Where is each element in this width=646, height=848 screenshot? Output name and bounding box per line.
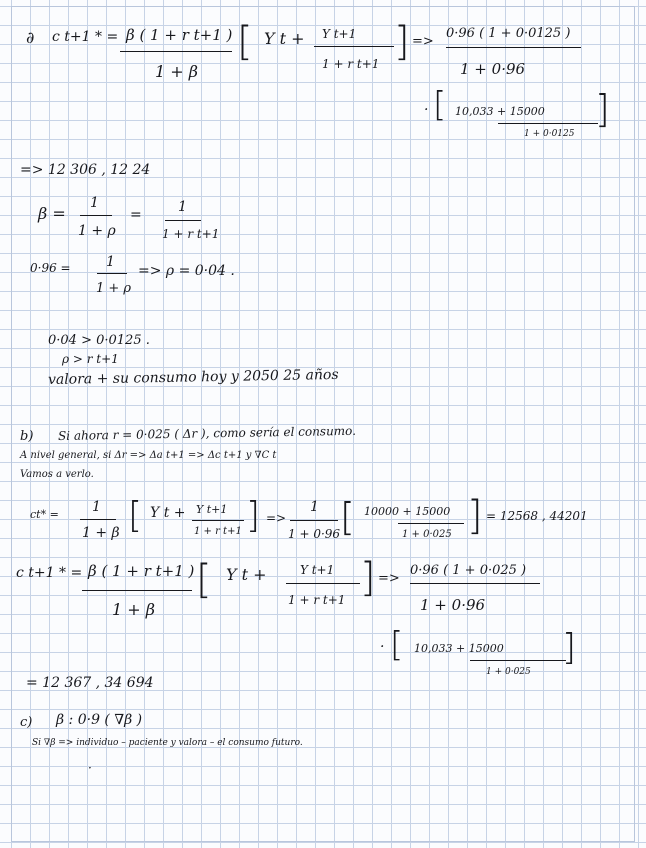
close-bracket: ] (394, 19, 410, 65)
part-b-line-1: Si ahora r = 0·025 ( Δr ), como sería el consumo. (57, 423, 357, 443)
lead-symbol: ∂ (26, 28, 35, 47)
compare-line-1: 0·04 > 0·0125 . (48, 333, 150, 348)
ct1-b-bar (82, 590, 192, 591)
ct-star-b-den: 1 + 0·025 (402, 529, 452, 540)
part-c-text: Si ∇β => individuo – paciente y valora – el consumo futuro. (32, 738, 303, 748)
dot-mult-2: · (380, 639, 385, 655)
ct1-inner-bar (314, 46, 394, 47)
ct-star-close-bracket: ] (246, 495, 261, 536)
conclusion-a: valora + su consumo hoy y 2050 25 años (47, 366, 339, 388)
ct-star-den-1: 1 + β (82, 525, 120, 541)
ct-star-den-2: 1 + 0·96 (288, 527, 341, 541)
beta-bar-2 (165, 220, 201, 221)
rho-den: 1 + ρ (96, 281, 132, 296)
rho-result: => ρ = 0·04 . (138, 263, 235, 279)
ct1-label: c t+1 * = (52, 29, 119, 45)
ct1-b-b-den: 1 + 0·025 (486, 667, 531, 677)
part-b-label: b) (20, 429, 34, 444)
open-bracket: [ (237, 19, 253, 65)
implies-arrow: => (412, 34, 434, 49)
ct-star-num-1: 1 (92, 499, 101, 515)
ct1-b-close-bracket: ] (360, 555, 376, 601)
ct-star-inner-bar (192, 520, 244, 521)
ct1-b-term: Y t + (226, 565, 267, 584)
rb-numerator: 10,033 + 15000 (455, 105, 545, 118)
ct-star-inner-den: 1 + r t+1 (194, 526, 242, 537)
beta-den-1: 1 + ρ (78, 223, 116, 239)
beta-num-1: 1 (90, 195, 99, 211)
ct-star-open-bracket: [ (128, 495, 143, 536)
part-b-line-2: A nivel general, si Δr => Δa t+1 => Δc t+1 y ∇C t (20, 450, 277, 461)
part-c-equation: β : 0·9 ( ∇β ) (56, 712, 143, 728)
ct1-fraction-numerator: β ( 1 + r t+1 ) (126, 26, 233, 44)
compare-line-2: ρ > r t+1 (62, 352, 119, 366)
part-c-label: c) (20, 715, 33, 730)
ct1-fraction-denominator: 1 + β (155, 62, 199, 81)
ct1-fraction-bar (120, 51, 232, 52)
stray-dot: · (88, 761, 92, 775)
ct1-inner-denominator: 1 + r t+1 (322, 57, 380, 71)
ct1-b-b-bar (470, 660, 566, 661)
result-denominator: 1 + 0·96 (460, 60, 526, 78)
ct-star-bar-2 (290, 520, 338, 521)
ct1-b-result-bar (410, 583, 540, 584)
beta-den-2: 1 + r t+1 (162, 227, 220, 241)
ct1-b-open-bracket-2: [ (390, 625, 404, 665)
result-bar (446, 47, 581, 48)
ct1-b-inner-num: Y t+1 (300, 563, 335, 577)
ct-star-num-2: 1 (310, 499, 319, 515)
beta-bar-1 (80, 215, 112, 216)
open-bracket-2: [ (433, 85, 447, 125)
ct1-inner-numerator: Y t+1 (322, 27, 357, 41)
ct1-b-inner-den: 1 + r t+1 (288, 593, 346, 607)
ct1-b-arrow: => (378, 571, 400, 586)
ct1-b-close-bracket-2: ] (562, 627, 577, 668)
rho-prefix: 0·96 = (30, 261, 71, 275)
ct1-b-den: 1 + β (112, 600, 156, 619)
beta-eq: β = (38, 204, 66, 223)
ct-star-result: = 12568 , 44201 (486, 509, 588, 523)
ct-star-bar-1 (80, 519, 116, 520)
ct1-b-result-den: 1 + 0·96 (420, 596, 486, 614)
rb-bar (498, 123, 598, 124)
ct-star-term: Y t + (150, 505, 186, 521)
beta-eq-2: = (130, 207, 142, 223)
beta-num-2: 1 (178, 199, 187, 215)
ct1-b-inner-bar (286, 583, 360, 584)
ct-star-b-num: 10000 + 15000 (364, 505, 451, 518)
result-ct1: => 12 306 , 12 24 (20, 162, 151, 178)
close-bracket-2: ] (595, 87, 610, 131)
ct1-b-open-bracket: [ (196, 557, 212, 603)
ct-star-label: ct* = (30, 508, 59, 521)
ct-star-open-bracket-2: [ (340, 495, 355, 539)
ct1-b-b-num: 10,033 + 15000 (414, 642, 504, 655)
ct-star-arrow: => (266, 511, 287, 525)
ct1-b-label: c t+1 * = (16, 565, 83, 581)
dot-mult: · (424, 102, 429, 118)
rho-bar (97, 273, 127, 274)
rb-denominator: 1 + 0·0125 (524, 129, 575, 139)
part-b-result: = 12 367 , 34 694 (26, 675, 154, 691)
ct1-b-num: β ( 1 + r t+1 ) (88, 562, 195, 580)
ct-star-b-bar (398, 523, 464, 524)
ct-star-close-bracket-2: ] (467, 493, 483, 539)
result-numerator: 0·96 ( 1 + 0·0125 ) (446, 26, 571, 41)
rho-num: 1 (106, 254, 115, 270)
part-b-line-3: Vamos a verlo. (20, 469, 94, 480)
ct1-b-result-num: 0·96 ( 1 + 0·025 ) (410, 563, 527, 578)
ct-star-inner-num: Y t+1 (196, 503, 228, 516)
ct1-term-yt: Y t + (264, 29, 305, 48)
